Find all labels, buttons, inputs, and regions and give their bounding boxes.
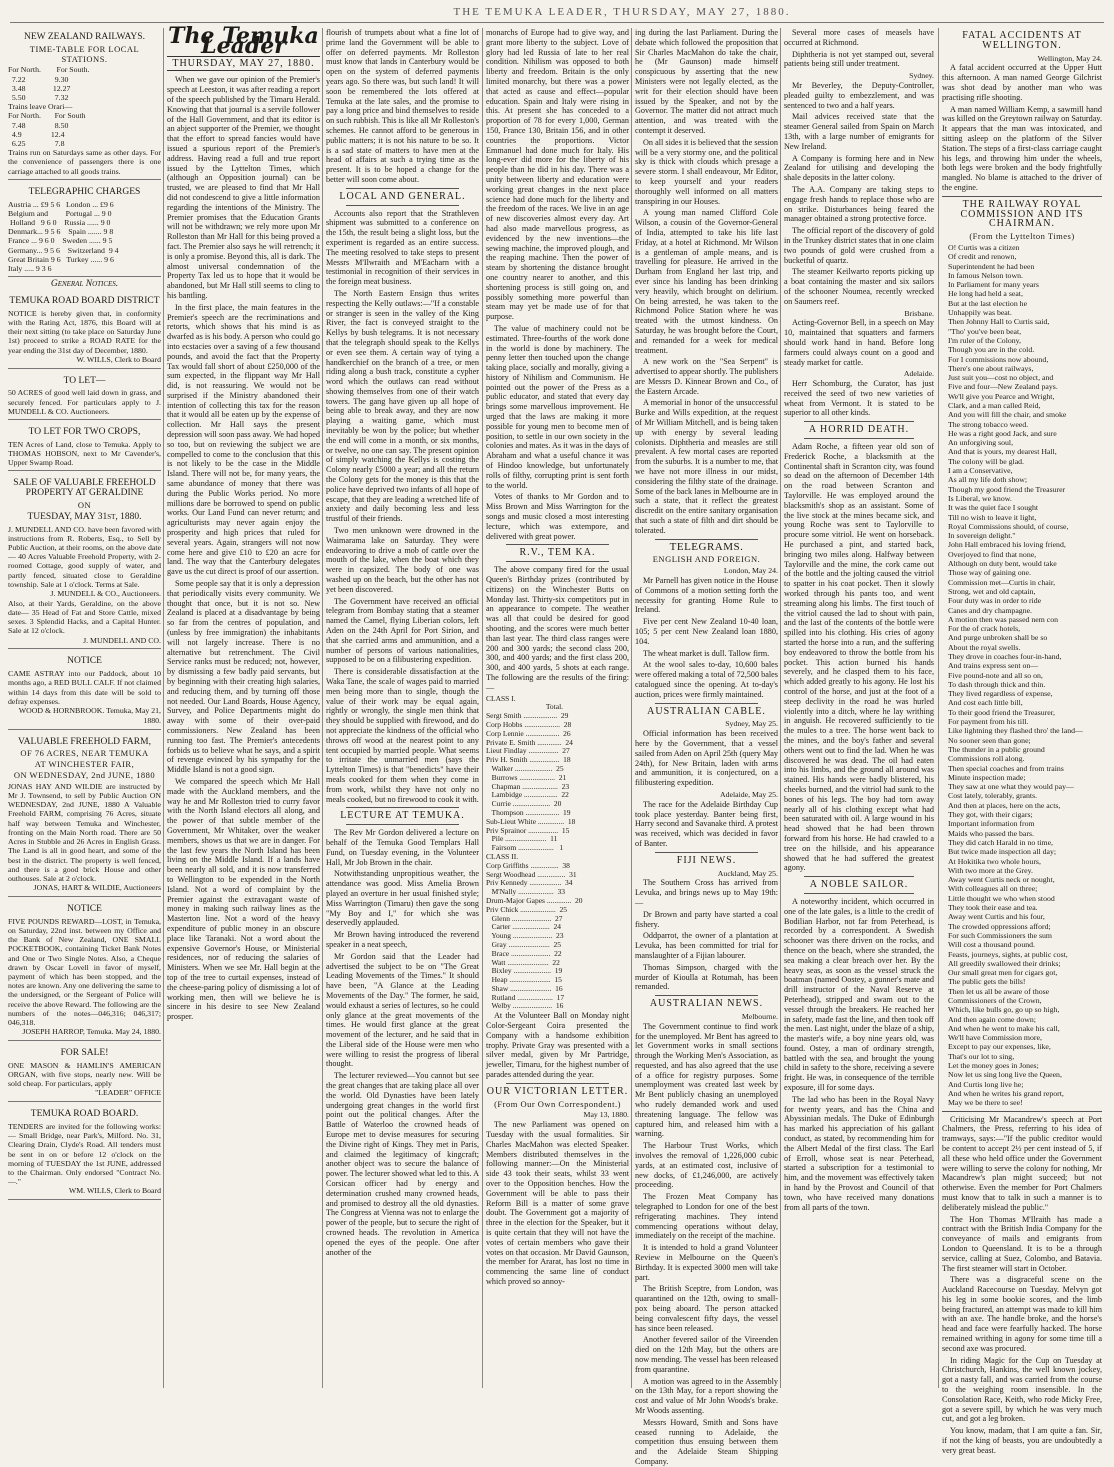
news-paragraph: Mr Beverley, the Deputy-Controller, pleaded guilty to embezzlement, and was sentenced to two and a half years. (784, 80, 934, 110)
news-paragraph: The A.A. Company are taking steps to engage fresh hands to replace those who are on strike. Disturbances being feared the manager obtained a strong protective force. (784, 184, 934, 224)
australian-news-paragraph: Another fevered sailor of the Vireenden died on the 12th May, but the others are now mending. The vessel has been released from quarantine. (635, 1335, 778, 1374)
section-rule (346, 807, 459, 808)
australian-news-paragraph: The Frozen Meat Company has telegraphed to London for one of the best refrigerating machines. They intend commencing operations without delay, immediately on the receipt of the machine. (635, 1192, 778, 1241)
farm-sale-on: ON WEDNESDAY, 2nd JUNE, 1880 (13, 770, 156, 781)
column-divider (631, 28, 632, 1388)
astray-notice-body: CAME ASTRAY into our Paddock, about 10 months ago, a RED BULL CALF. If not claimed within 14 days from this date will be sold to defray expenses. (8, 669, 161, 706)
farm-sale-signature: JONAS, HART & WILDIE, Auctioneers (33, 883, 161, 893)
section-rule (804, 876, 914, 877)
news-paragraph: You know, madam, that I am quite a fan. Sir, if not the king of beasts, you are undoubtedly a very great beast. (942, 1426, 1102, 1455)
farm-sale-subtitle: OF 76 ACRES, NEAR TEMUKA (20, 748, 149, 759)
news-paragraph: The Government have received an official telegram from Bombay stating that a steamer named the Camel, flying Liberian colors, left Aden on the 24th April for Port Sirion, and that she carried arms and ammunition, and a number of persons of various nationalities, supposed to be on a filibustering expedition. (326, 596, 479, 665)
freehold-sale-date: TUESDAY, MAY 31st, 1880. (27, 511, 142, 522)
noble-sailor-paragraph: A noteworthy incident, which occurred in one of the late gales, is a little to the credit of Bodilian Harbor, not far from Peterhead, is recorded by a correspondent. A Swedish schooner was there driven on the rocks, and thence on the beach, where she stranded, the sea making a clear breach over her. By the heavy seas, as soon as the vessel struck the boatman (named Oostey, a gunner's mate and drill instructor of the Naval Reserve at Peterhead), stripped and swam out to the vessel through the breakers. He reached her in safety, made fast the line, and then took off the men. Last night, under the blaze of a ship, the master's wife, a boy nine years old, was found. Ostey, a man of ordinary strength, battled with the sea, and brought the young child in safety to the shore, receiving a severe fright. He was, in consequence of the terrible exposure, ill for some days. (784, 896, 934, 1093)
rifle-paragraph: The above company fired for the usual Queen's Birthday prizes (contributed by citizens) on the Winchester Butts on Monday last. Thirty-six competitors put in an appearance to compete. The weather was all that could be desired for good shooting, and the scores were much better than last year. The third class ranges were 200 and 300 yards; the second class 200, 300, and 400 yards; and the first class 200, 300, and 400 yards, 5 shots at each range. The following are the results of the firing:— (486, 565, 629, 692)
to-let-crops-ad (8, 423, 161, 471)
farm-sale-ad (8, 733, 161, 897)
railway-table: For North. For South. 7.22 9.30 3.48 12.27 5.50 7.32 Trains leave Orari— For North. For South 7.48 8.50 4.9 12.4 6.25 7.8 (8, 65, 90, 149)
letter-paragraph: A memorial in honor of the unsuccessful Burke and Wills expedition, at the request of Mr William Mitchell, and is being taken up with energy by several leading colonists. Diphtheria and measles are still prevalent. A few mortal cases are reported from the suburbs. It is a number to me, that we have not more illness in our midst, considering the filthy state of the drainage. Some of the back lanes in Melbourne are in such a state, that it reflect the greatest discredit on the entire sanitary organisation that such a state of filth and dirt should be tolerated. (635, 398, 778, 535)
news-dateline: Sydney. (909, 71, 934, 81)
railway-timetable-ad (8, 28, 161, 180)
fatal-accidents-title: FATAL ACCIDENTS AT WELLINGTON. (962, 30, 1082, 51)
news-paragraph: Herr Schomburg, the Curator, has just received the seed of two new varieties of wheat from Vermont. It is stated to be superior to all other kinds. (784, 379, 934, 418)
australian-news-paragraph: It is intended to hold a grand Volunteer Review in Melbourne on the Queen's Birthday. It is expected 3000 men will take part. (635, 1243, 778, 1282)
letter-paragraph: A young man named Clifford Cole Wilson, a cousin of the Governor-General of India, attempted to take his life last Friday, at a hotel at Richmond. Mr Wilson is a gentleman of ample means, and is travelling for pleasure. He arrived in the Durham from England her last trip, and ever since his landing has been drinking very heavily, which brought on delirium. On being arrested, he was taken to the Richmond Police Station where he was treated with the utmost kindness. On Saturday, he was brought before the Court, and remanded for a week for medical treatment. (635, 208, 778, 355)
news-paragraph: Mail advices received state that the steamer General sailed from Spain on March 13th, with a large number of emigrants for New Ireland. (784, 112, 934, 151)
lecture-paragraph: The lecturer reviewed—You cannot but see the great changes that are taking place all over the world. Old Dynasties have been lately undergoing great changes in the world first point out the political changes. After the Battle of Waterloo the crowned heads of Europe met to devise measures for securing the Divine right of Kings. They met in Paris, and claimed the legitimacy of kingcraft; another object was to secure the balance of power. The lecturer showed what led to this. A Corsican officer had by energy and determination crushed many crowned heads, and promised to destroy all the old dynasties. The Congress at Vienna was not to enlarge the power of the people, but to secure the right of crowned heads. The revolution in America opened the eyes of the people. One after another of the (326, 1071, 479, 1257)
column-leader (167, 23, 320, 1388)
news-paragraph: Two men unknown were drowned in the Waimarama lake on Saturday. They were endeavoring to drive a mob of cattle over the mouth of the lake, when the boat which they were in capsized. The body of one was washed up on the beach, but the other has not yet been discovered. (326, 526, 479, 594)
news-paragraph: The official report of the discovery of gold in the Trunkey district states that in one claim two pounds of gold were crushed from a bucketful of quartz. (784, 226, 934, 265)
telegram-paragraph: The wheat market is dull. Tallow firm. (643, 648, 770, 658)
column-divider (938, 28, 939, 1388)
cable-dateline: Sydney, May 25. (725, 719, 778, 729)
reward-notice-signature: JOSEPH HARROP, Temuka. May 24, 1880. (22, 1027, 161, 1037)
leader-paragraph: When we gave our opinion of the Premier's speech at Leeston, it was after reading a report of the speech published by the Timaru Herald. Knowing that that journal is a servile follower of the Hall Government, and that its editor is an abject supporter of the Premier, we thought that the effort to spread fancies would have issued a spurious report of the Premier's address. Having read a full and true report issued by the Lyttelton Times, which (although an Opposition journal) can be trusted, we are pleased to find that Mr Hall did not condescend to give a little information regarding the intentions of the Ministry. The Premier promises that the Education Grants will not be withdrawn; we rely more upon Mr Rolleston than Mr Hall for this being proved a fact. The Premier also says he will retrench; it is only a promise. Beyond this, all is dark. The almost universal condemnation of the Property Tax led us to hope that it would be abandoned, but Mr Hall still seems to cling to his bantling. (167, 75, 320, 300)
dateline: THURSDAY, MAY 27, 1880. (167, 56, 320, 72)
telegram-dateline: London, May 24. (723, 566, 778, 576)
news-paragraph: Acting-Governor Bell, in a speech on May 10, maintained that squatters and farmers should work hand in hand. Before long farmers could always count on a good and steady market for cattle. (784, 318, 934, 367)
lecture-paragraph: Votes of thanks to Mr Gordon and to Miss Brown and Miss Warrington for the songs and music closed a most interesting lecture, which was extempore, and delivered with great power. (486, 492, 629, 541)
fiji-dateline: Auckland, May 25. (717, 868, 778, 878)
road-board-notice (8, 292, 161, 369)
road-board-signature: W. WILLS, Clerk to Board (76, 354, 161, 364)
column-local-news (326, 28, 479, 1388)
telegraph-charges-ad (8, 183, 161, 277)
column-advertisements (8, 28, 161, 1388)
organ-sale-signature: "LEADER" OFFICE (95, 1088, 161, 1098)
news-paragraph: In riding Magic for the Cup on Tuesday at Christchurch, Hankins, the well known jockey, got a nasty fall, and was carried from the course to the weighing room insensible. In the Consolation Race, Keith, who rode Micky Free, got a severe spill, by which he was very much cut, and got a leg broken. (942, 1355, 1102, 1424)
section-rule (506, 561, 609, 562)
cattle-sale-body: Also, at their Yards, Geraldine, on the above date— 35 Head of Fat and Store Cattle, mixed sexes. 3 Splendid Hacks, and a Capital Hunter. Sale at 12 o'clock. (8, 598, 161, 636)
cattle-sale-signature: J. MUNDELL AND CO. (83, 635, 161, 645)
local-general-title: LOCAL AND GENERAL. (339, 190, 466, 202)
lecture-continued: monarchs of Europe had to give way, and grant more liberty to the subject. Love of glory had led Russia of late to her real condition. Nihilism was opposed to both liberty and freedom. Britain is the only limited monarchy, but there was a power that acted as cause and effect—popular education. Spain and Italy were rising in this. At present she has conceded to a proportion of 78 for every 1,000, German 150, France 130, Britain 156, and in other countries the proportions. Victor Emmanuel had done much for Italy. His long-ever did more for the liberty of his people than he did in his day. There was a unity between liberty and education were working great changes in the next place science had done much for the liberty and the freedom of the races. We live in an age of new discoveries almost every day. Art had also made marvellous progress, as evidenced by the new inventions—the sewing machine, the improved plough, and the reaping machine. Then the power of steam by shortening the distance brought one country nearer to another, and this shortening process is still going on, and possibly something more powerful than steam may yet be made use of for that purpose. (486, 28, 629, 322)
section-rule (655, 852, 758, 853)
victorian-letter-title: OUR VICTORIAN LETTER. (486, 1085, 629, 1097)
reward-notice-body: FIVE POUNDS REWARD—LOST, in Temuka, on Saturday, 22nd inst. between my Office and the Bank of New Zealand, ONE SMALL POCKETBOOK, containing Ticket Bank Notes and One or Two Single Notes. Also, a Cheque drawn by Oscar Lovell in favor of myself, payment of which has been stopped, and the notes are known. Any one delivering the same to the undersigned, or the Sergeant of Police will receive the above Reward. The following are the numbers of the notes—046,316; 046,317; 046,318. (8, 916, 161, 1027)
rifle-paragraph: At the Volunteer Ball on Monday night Color-Sergeant Coira presented the Company with a handsome exhibition trophy. Private Gray was presented with a silver medal, given by Mr Partridge, jeweller, Timaru, for the highest number of parades attended during the year. (486, 1011, 629, 1080)
lecture-paragraph: The Rev Mr Gordon delivered a lecture on behalf of the Temuka Good Templars Hall Fund, on Tuesday evening, in the Volunteer Hall, Mr Job Brown in the chair. (326, 828, 479, 867)
farm-sale-at: AT WINCHESTER FAIR, (34, 759, 135, 770)
section-rule (942, 196, 1102, 197)
column-divider (780, 28, 781, 1388)
leader-paragraph: Some people say that it is only a depression that periodically visits every community. We thought that once, but it is not so. New Zealand is placed at a disadvantage by being so far from the centres of population, and (unless by free immigration) the inhabitants will not largely increase. There is no alternative but retrenchment. The Civil Service ranks must be reduced; not, however, by dismissing a few badly paid servants, but by beginning with their creating high salaries, and reducing them, and by turning off those not needed. Our Land Boards, House Agency, Survey, and Police Departments might do away with some of their over-paid commissioners. New Zealand has been running too fast. The Premier's antecedents forbids us to believe what he says, and a spirit of revenge evinced by his sympathy for the Middle Island is not a good sign. (167, 579, 320, 775)
railway-subtitle: TIME-TABLE FOR LOCAL STATIONS. (29, 43, 140, 64)
railway-commission-source: (From the Lyttelton Times) (969, 231, 1075, 242)
tender-notice (8, 1105, 161, 1200)
astray-notice-signature: WOOD & HORNBROOK. Temuka, May 21, 1880. (18, 706, 161, 725)
leader-paragraph: In the first place, the main features in the Premier's speech are the recriminations and retorts, which shows that his mind is as dwarfed as is his body. A person who could go into ecstacies over a saving of a few thousand pounds, and avoid the fact that the Property Tax would fall short of about £250,000 of the sum expected, in the flippant way Mr Hall did, is not reassuring. We would not be surprised if the Ministry abandoned their intention of collecting this tax for the reason that it would all be eaten up by the expense of collection. Mr Hall says the present depression will soon pass away. We had hoped so too, but on reviewing the subject we are compelled to come to the conclusion that this is not likely to be the case in the Middle Island. There will not be, for many years, the same abundance of money that there was during the Public Works period. No more millions dare be borrowed to spend on public works. Our Land Fund can never return; and agriculturists may never again enjoy the prosperity and high prices that ruled for several years. Again, strangers will not now come here and give £10 to £20 an acre for land. The way that the Canterbury delegates gave us the cut direct is proof of our assertion. (167, 302, 320, 577)
cable-paragraph: Official information has been received here by the Government, that a vessel sailed from Aden on April 25th (query May 24th), for New Britain, laden with arms and ammunition, it is conjectured, on a filibustering expedition. (635, 729, 778, 788)
section-rule (804, 438, 914, 439)
organ-sale-ad (8, 1044, 161, 1102)
fiji-paragraph: Oddparrot, the owner of a plantation at Levuka, has been committed for trial for manslaughter of a Fijian labourer. (635, 931, 778, 960)
reward-notice (8, 900, 161, 1041)
section-rule (655, 703, 758, 704)
road-board-body: NOTICE is hereby given that, in conformity with the Rating Act, 1876, this Board will at their next sitting (to take place on Saturday June 1st) proceed to strike a ROAD RATE for the year ending the 31st day of December, 1880. (8, 308, 161, 355)
tender-notice-body: TENDERS are invited for the following works:— Small Bridge, near Park's, Milford. No. 31, Clearing Drain, Clyde's Road. All tenders must be sent in on or before 12 o'clock on the morning of TUESDAY the 1st JUNE, addressed to the Chairman. Only endorsed "Contract No. —." (8, 1121, 161, 1187)
victorian-letter-paragraph: The new Parliament was opened on Tuesday with the usual formalities. Sir Charles MacMahon was elected Speaker. Members distributed themselves in the following manner:—On the Ministerial side 43 took their seats, whilst 33 went over to the Opposition benches. How the Government will be able to pass their Reform Bill is a matter of some grave doubt. The Government got a majority of three in the election for the Speaker, but it is quite certain that they will not have the votes of certain members who gave their votes on that occasion. Mr David Gaunson, the member for Ararat, has lost no time in commencing the same line of conduct which proved so annoy- (486, 1120, 629, 1286)
fatal-accidents-paragraph: A fatal accident occurred at the Upper Hutt this afternoon. A man named George Gilchrist was shot dead by another man who was practising rifle shooting. (942, 63, 1102, 102)
column-telegrams (635, 28, 778, 1466)
news-paragraph: A Company is forming here and in New Zealand for utilising and developing the shale deposits in the latter colony. (784, 153, 934, 183)
news-dateline: Brisbane. (904, 308, 934, 318)
rifle-volunteers-title: R.V., TEM KA. (519, 547, 596, 559)
railway-commission-poem: O! Curtis was a citizen Of credit and renown, Superintendent he had been In famous Nelson town. In Parliament for many years He long had held a seat, But at the last election he Unhappily was beat. Then Johnny Hall to Curtis said, "Tho' you've been beat, I'm ruler of the Colony, Though you are in the cold. For I commissions now abound, There's one about railways, Just suit you—cost no object, and Five and four—New Zealand pays. We'll give you Pearce and Wright, Clark, and a man called Reid, And you will fill the chair, and smoke The strong tobacco weed. He was a right good Jack, and sure An unforgiving soul, And that is yours, my dearest Hall, The colony will be glad. I am a Conservative, As all my life doth show; Though my good friend the Treasurer Is Liberal, we know. It was the quiet face I sought Till no wish to leave it light, Royal Commissions should, of course, In sovereign delight." John Hall embraced his loving friend, Overjoyed to find that none, Although on duty bent, would take Those way of gaining one. Commission met—Curtis in chair, Strong, wet and old captain, Four duty was in order to ride Canes and dry champagne. A motion then was passed nem con For the of crack hotels, And purge unbroken shall be so About the royal swells. They drove in coaches four-in-hand, And trains express sent on— Five pound-note and all so on, To dash through thick and thin. They lived regardless of expense, And cost each little bill, To their good friend the Treasurer, For payment from his till. Like lightning they flashed thro' the land— No sooner seen than gone; The thunder in a public ground Commissions roll along. Then special coaches and from trains Minute inspection made; They saw at one what they would pay— Cost lately, tolerably, grants. And then at places, here on the acts, They got, with their cigars; Important information from Maids who passed the bars. They did catch Harald in no time, But twice made inspection all day; At Hokitika two whole hours, With two more at the Grey. Away went Curtis neck or nought, With colleagues all on three; Little thought we who when stood They took their ease and tea. Away went Curtis and his four, The crowded oppressions afford; For such Commissioners the sum Will cost a thousand pound. Feasts, journeys, sights, at public cost, All greedily swallowed their drinks; Our small great men for cigars got, The public gets the bills! Then let us all be aware of those Commissioners of the Crown, Which, like bulls go, go up so high, And then again come down; And when he went to make his call, We'll have Commission more, Except to pay our expenses, like, That's our lot to sing, Let the money goes in Jones; Now let us sing long live the Queen, And Curtis long live he; And when he writes his grand report, May we be there to see! (948, 242, 1083, 1108)
general-notices-title: General Notices. (50, 279, 119, 290)
freehold-sale-body: J. MUNDELL AND CO. have been favored with instructions from R. Roberts, Esq., to Sell by Public Auction, at their rooms, on the above date— 40 Acres Valuable Freehold Property, with 2-roomed Cottage, good supply of water, and partly fenced, situated close to Geraldine township. Sale at 1 o'clock. Terms at Sale. (8, 524, 161, 589)
organ-sale-title: FOR SALE! (60, 1047, 109, 1058)
leader-continued: flourish of trumpets about what a fine lot of prime land the Government will be able to offer on deferred payments. Mr Rolleston must know that lands in Canterbury would be open on the system of deferred payments years ago. So there was, but such land! It will soon be remembered the lots offered at Temuka at the late sales, and the promise to pay a long price and bind themselves to reside on such rubbish. This is like all Mr Rolleston's schemes. He cannot afford to be generous in public matters; it is not his nature to be so. It is a sad state of matters to have men at the head of affairs at such a trying time as the present. It is to be hoped a change for the better will soon come about. (326, 28, 479, 184)
australian-news-paragraph: The British Sceptre, from London, was quarantined on the 12th, owing to small-pox being aboard. The person attacked being convalescent fifty days, the vessel has since been released. (635, 1284, 778, 1333)
to-let-title: TO LET— (63, 375, 106, 386)
to-let-ad (8, 372, 161, 420)
victorian-letter-date: May 13, 1880. (583, 1110, 629, 1120)
horrid-death-paragraph: Adam Roche, a fifteen year old son of Frederick Roche, a blacksmith at the Continental shaft in Scranton city, was found so dead on the afternoon of December 14th on the road between Scranton and Taylorville. He was employed around the blacksmith's shop as an assistant. Some of the live stock at the mines became sick, and young Roche was sent to Taylorville to procure some vitriol. He went on horseback. He purchased a pint, and started back, bringing two miles along. Halfway between Taylorville and the mine, the cork came out of the bottle and the jolting caused the vitriol to spatter in his coat pocket. Then it slowly worked through his pants too, and went streaming along his limbs. The first touch of the vitriol caused the lad to shout with pain, and the last of the contents of the bottle were spilled into his clothing. His cries of agony started the horse into a run, and the suffering boy endeavored to throw the bottle from his pocket. This action burned his hands severely, and he clasped them to his face, which added greatly to his agony. He lost his control of the horse, and just at the foot of a steep declivity in the road he was hurled violently into a ditch, where he lay writhing in anguish. He recovered sufficiently to tie the mules to a tree. The horse went back to the mines, and the boy's father and several others went out to find the lad. When he was discovered he was dead. The oil had eaten into his limbs, and the ground all around was stained. His hands were badly blistered, his cheeks burned, and the vitriol had sunk to the bones of his legs. The boy had torn away nearly all of his clothing except what had been saturated with oil. A large wound in his head showed that he had been thrown forward from his horse. He had crawled to a tree on the hillside, and his appearance showed that he had suffered the greatest agony. (784, 442, 934, 873)
to-let-crops-title: TO LET FOR TWO CROPS, (28, 427, 141, 438)
class-one-scores: CLASS I. Total. Sergt Smith .................. 29 Corp Hobbs ................... 28 Corp Lennie .................. 26 Private E. Smith ............. 24 Lieut Findlay ................ 27 Priv H. Smith ................ 18 Walker .................... 25 Burrows ................... 21 Chapman ................... 23 Lambidge .................. 22 Currie .................... 20 Thompson .................. 19 Sub-Lieut White .............. 18 Priv Sprainor ................ 15 Pile ...................... 11 Fairsom ................... 1 (486, 693, 576, 853)
leader-paragraph: We compared the speech which Mr Hall made with the Auckland members, and the way he and Mr Rolleston tried to curry favor with the North Island electors all along, and the power of that subtle member of the Government, Mr Whitaker, over the weaker members, shows us that we are in danger. For the last few years the North Island has been living on the Middle Island. If a lands have been nearly all sold, and it is now transferred to Wellington to be expended in the North Island. Not a word of complaint by the Premier against the extravagant waste of money in making such railway lines as the Masterton line. Not a word of the heavy expenditure of public money in an obscure place like Taranaki. Not a word about the expensive Governor's House, or Ministerial residences, nor of reducing the salaries of Ministers. When we see Mr. Hall begin at the top of the tree to curtail expenses, instead of the cheese-paring policy of dismissing a lot of working men, then will we believe he is sincere in his desire to see New Zealand prosper. (167, 776, 320, 1022)
tender-notice-title: TEMUKA ROAD BOARD. (30, 1109, 139, 1120)
australian-news-paragraph: A motion was agreed to in the Assembly on the 13th May, for a report showing the cost and value of Mr John Woods's brake. Mr Woods assenting. (635, 1376, 778, 1415)
freehold-sale-title: SALE OF VALUABLE FREEHOLD PROPERTY AT GERALDINE (13, 478, 156, 499)
tender-notice-signature: WM. WILLS, Clerk to Board (68, 1186, 161, 1196)
news-paragraph: Criticising Mr Macandrew's speech at Port Chalmers, the Press, referring to his idea of tramways, says:—"If the public creditor would be content to accept 2½ per cent instead of 5, if all these who held office under the Government were willing to serve the colony for nothing, Mr Macandrew's plan might succeed; but not otherwise. Even the member for Port Chalmers must know that to talk in such a manner is to deliberately mislead the public." (942, 1114, 1102, 1212)
column-lecture-rifles (486, 28, 629, 1388)
class-two-scores: CLASS II. Corp Griffiths ............... 38 Sergt Woodhead ............... 31 Priv Kennedy ................. 34 M'Nally ................... 33 Drum-Major Gapes ............. 20 Priv Chick ................... 25 Glenn ..................... 27 Carter .................... 24 Young ..................... 23 Gray ...................... 25 Brace ..................... 22 Watt ...................... 22 Bixley .................... 19 Heap ...................... 15 Shaw ...................... 16 Rutland ................... 17 Welby ..................... 16 (486, 851, 583, 1011)
to-let-body: 50 ACRES of good well laid down in grass, and securely fenced. For particulars apply to J. MUNDELL & CO. Auctioneers. (8, 388, 161, 416)
railway-title: NEW ZEALAND RAILWAYS. (24, 32, 145, 42)
farm-sale-body: JONAS HAY AND WILDIE are instructed by Mr J. Townsend, to sell by Public Auction ON WEDNESDAY, 2nd JUNE, 1880 A Valuable Freehold FARM, comprising 76 Acres, situate half way between Temuka and Winchester, fronting on the Main North road. There are 50 Acres in Stubble and 26 Acres in English Grass. The Land is all in good heart, and some of the best in the district. The property is well fenced, and there is a good brick House and other outhouses. Sale at 2 o'clock. (8, 781, 161, 883)
noble-sailor-paragraph: The lad who has been in the Royal Navy for twenty years, and has the China and Abyssinian medals. The Duke of Edinburgh has marked his appreciation of his gallant conduct, as stated, by recommending him for the Albert Medal of the first class. The Earl of Erroll, whose seat is near Peterhead, started a subscription for a testimonial to him, and the movement was effectively taken in hand by the Provost and Council of that town, who have received many donations from all parts of the town. (784, 1094, 934, 1212)
telegrams-subtitle: ENGLISH AND FOREIGN. (652, 554, 761, 565)
section-rule (804, 893, 914, 894)
telegraph-title: TELEGRAPHIC CHARGES (28, 186, 141, 197)
section-rule (655, 539, 758, 540)
australian-news-dateline: Melbourne. (741, 1011, 778, 1021)
telegram-paragraph: At the wool sales to-day, 10,600 bales were offered making a total of 72,500 bales catalogued since the opening. At to-day's auction, prices were firmly maintained. (635, 660, 778, 699)
section-rule (346, 205, 459, 206)
news-paragraph: The North Eastern Ensign thus writes respecting the Kelly outlaws:—"If a constable or stranger is seen in the valley of the King River, the fact is conveyed straight to the Kellys by bush telegrams. It is not necessary that the telegraph should speak to the Kellys or even see them. A certain way of tying a handkerchief on the branch of a tree, or men riding along a bush track, constitute a cypher word which the outlaws can read without showing themselves from one of their watch towers. The gang have given up all hope of being able to break away, and they are now playing a waiting game, which must inevitably be won by the police; but whether the end will come in a month, or six months, or twelve, no one can say. The present opinion of simply watching the Kellys is costing the Colony nearly £5000 a year; and all the return the Colony gets for the money is this that the police have deprived two infants of all hope of escape, that they are leading a wretched life of anxiety and daily becoming less and less trustful of their friends. (326, 288, 479, 524)
railway-note: Trains run on Saturdays same as other days. For the convenience of passengers there is one carriage attached to all goods trains. (8, 148, 161, 176)
news-paragraph: Accounts also report that the Strathleven shipment was submitted to a conference on the 15th, the result being a slight loss, but the experiment is regarded as an entire success. The meeting resolved to take steps to present Messrs M'Ilwraith and M'Eacharn with a testimonial in recognition of their services in the foreign meat business. (326, 208, 479, 287)
news-paragraph: There is considerable dissatisfaction at the Waka Tane, the scale of wages paid to married men being more than to single, though the value of their work may be equal again, rightly or wrongly, the single men think that they should be supplied with firewood, and do not appreciate the kindness of the official who throws off wood at the nearest point to any tent occupied by married people. What seems to irritate the unmarried men (says the Lyttelton Times) is that "benedicts" have their meals cooked for them when they come in from work, whilst they have not only no meals cooked, but no firewood to cook it with. (326, 667, 479, 804)
section-rule (506, 1083, 609, 1084)
column-divider (482, 28, 483, 1388)
victorian-letter-byline: (From Our Own Correspondent.) (494, 1098, 621, 1109)
farm-sale-title: VALUABLE FREEHOLD FARM, (18, 736, 151, 747)
lecture-paragraph: Mr Brown having introduced the reverend speaker in a neat speech, (326, 930, 479, 949)
news-paragraph: Several more cases of measels have occurred at Richmond. (784, 28, 934, 47)
australian-cable-title: AUSTRALIAN CABLE. (647, 705, 766, 717)
freehold-sale-signature: J. MUNDELL & CO., Auctioneers. (50, 589, 161, 599)
fiji-news-title: FIJI NEWS. (676, 854, 737, 866)
section-rule (655, 995, 758, 996)
road-board-title: TEMUKA ROAD BOARD DISTRICT (9, 296, 160, 307)
australian-news-title: AUSTRALIAN NEWS. (649, 998, 764, 1010)
masthead: The Temuka Leader (168, 23, 319, 59)
column-intercolonial (784, 28, 934, 1388)
news-paragraph: The steamer Keilwarto reports picking up a boat containing the master and six sailors of the schooner Noumea, recently wrecked on Saumers reef. (784, 267, 934, 306)
page-header: THE TEMUKA LEADER, THURSDAY, MAY 27, 1880. (453, 6, 791, 18)
section-rule (346, 824, 459, 825)
column-accidents-poem (942, 28, 1102, 1455)
telegram-paragraph: Five per cent New Zealand 10-40 loan, 105; 5 per cent New Zealand loan 1880, 104. (635, 617, 778, 646)
australian-news-paragraph: The Harbour Trust Works, which involves the removal of 1,226,000 cubic yards, at an estimated cost, inclusive of new docks, of £1,246,000, are actively proceeding. (635, 1141, 778, 1190)
reward-notice-title: NOTICE (67, 903, 102, 914)
lecture-paragraph: Notwithstanding unpropitious weather, the attendance was good. Miss Amelia Brown played an overture in her usual finished style; Miss Warrington (Timaru) then gave the song "My Boy and I," for which she was deservedly applauded. (326, 869, 479, 928)
organ-sale-body: ONE MASON & HAMLIN'S AMERICAN ORGAN, with five stops, nearly new. Will be sold cheap. For particulars, apply (8, 1060, 161, 1089)
australian-news-paragraph: Messrs Howard, Smith and Sons have ceased running to Adelaide, the competition thus ensuing between them and the Adelaide Steam Shipping Company. (635, 1417, 778, 1466)
cable-dateline: Adelaide, May 25. (719, 789, 778, 799)
news-paragraph: Diphtheria is not yet stamped out, several patients being still under treatment. (784, 49, 934, 69)
fiji-paragraph: The Southern Cross has arrived from Levuka, and brings news up to May 19th:— (635, 878, 778, 907)
freehold-sale-ad (8, 474, 161, 649)
fiji-paragraph: Dr Brown and party have started a coal fishery. (635, 909, 778, 929)
cable-paragraph: The race for the Adelaide Birthday Cup took place yesterday. Banter being first, Harry second and Savanake third. A protest was received, which was decided in favor of Banter. (635, 799, 778, 848)
news-dateline: Adelaide. (903, 369, 934, 379)
letter-paragraph: A new work on the "Sea Serpent" is advertised to appear shortly. The publishers are Messrs D. Kinnear Brown and Co., of the Eastern Arcade. (635, 357, 778, 396)
section-rule (804, 421, 914, 422)
australian-news-paragraph: The Government continue to find work for the unemployed. Mr Bent has agreed to let Government works in small sections through the Working Men's Association, as requested, and has also agreed that the use of a office for registry purposes. Some unemployment was created last week by Mr Bent publicly chasing an unemployed who rudely demanded work and used threatening language. The fellow was captured him, and released him with a warning. (635, 1021, 778, 1139)
column-divider (163, 28, 164, 1388)
section-rule (942, 1111, 1102, 1112)
to-let-crops-body: TEN Acres of Land, close to Temuka. Apply to THOMAS HOBSON, next to Mr Cavender's, Upper Swamp Road. (8, 439, 161, 468)
freehold-sale-on: ON (77, 500, 92, 511)
telegraph-table: Austria ... £9 5 6 London ... £9 6 Belgium and Portugal ... 9 0 Holland 9 6 0 Russia ...... 9 0 Denmark... 9 5 6 Spain ....... 9 8 France ... 9 6 0 Sweden ...... 9 5 Germany... 9 5 6 Switzerland 9 4 Great Britain 9 6 Turkey ...... 9 6 Italy ..... 9 3 6 (8, 199, 119, 274)
fiji-paragraph: Thomas Simpson, charged with the murder of Kioulla at Rotumah, has been remanded. (635, 962, 778, 992)
section-rule (506, 544, 609, 545)
telegrams-title: TELEGRAMS. (669, 540, 744, 553)
news-paragraph: There was a disgraceful scene on the Auckland Racecourse on Tuesday. Melvyn got his leg in some bookie scores, and the limb being fractured, an attempt was made to kill him with an axe. The handle broke, and the horse's head and face were fearfully hacked. The horse remained writhing in agony for some time till a second axe was procured. (942, 1275, 1102, 1353)
lecture-paragraph: Mr Gordon said that the Leader had advertised the subject to be on "The Great Leading Movements of the Times." It should have been, "A Glance at the Leading Movements of the Day." The former, he said, would exhaust a series of lectures, so he could only glance at the great movements of the times. He would first glance at the great movement of the lecturer, and he said that in the Liberal side of the House were men who were willing to resist the progress of liberal thought. (326, 951, 479, 1069)
astray-notice-title: NOTICE (67, 656, 102, 667)
horrid-death-title: A HORRID DEATH. (808, 424, 910, 436)
letter-paragraph: On all sides it is believed that the session will be a very stormy one, and the political sky is thick with clouds which presage a severe storm. I shall endeavour, Mr Editor, to keep yourself and your readers thoroughly well informed on all matters transpiring in our Houses. (635, 137, 778, 206)
telegram-paragraph: Mr Parnell has given notice in the House of Commons of a motion setting forth the necessity for granting Home Rule to Ireland. (635, 576, 778, 615)
lecture-paragraph: The value of machinery could not be estimated. Three-fourths of the work done in the world is done by machinery. The penny letter then touched upon the change taking place, socially and morally, giving a history of Nihilism and Communism. He pointed out the power of the Press as a public educator, and stated that every day brings some marvellous improvement. He urged that the laws are making it more possible for young men to become men of position, to settle in our own society in the colonies and mates. As it was in the days of Abraham and what a useful chance it was of Hindoo knowledge, but unfortunately rolls of filthy, corrupting print is sent forth to the world. (486, 323, 629, 490)
railway-commission-title: THE RAILWAY ROYAL COMMISSION AND ITS CHAIRMAN. (960, 198, 1084, 230)
astray-notice (8, 652, 161, 729)
column-divider (322, 28, 323, 1388)
letter-continued: ing during the last Parliament. During the debate which followed the proposition that Sir Charles MacMahon do take the chair, he (Mr Gaunson) made himself conspicuous by asserting that the new Ministers were not legally elected, as the writ for their election should have been issued by the Speaker, and not by the Governor. The matter did not attract much attention, and was treated with the contempt it deserved. (635, 28, 778, 135)
fatal-accidents-dateline: Wellington, May 24. (1037, 53, 1102, 63)
fatal-accidents-paragraph: A man named William Kemp, a sawmill hand was killed on the Greytown railway on Saturday. It appears that the man was intoxicated, and sitting asleep on the platform of the Silver Station. The steps of a first-class carriage caught his legs, and throwing him under the wheels, both legs were broken and the body frightfully mangled. No blame is attached to the driver of the engine. (942, 104, 1102, 192)
section-rule (346, 188, 459, 189)
lecture-title: LECTURE AT TEMUKA. (340, 810, 465, 822)
news-paragraph: The Hon Thomas M'Ilraith has made a contract with the British India Company for the conveyance of mails and emigrants from London to Queensland. It is to be a through service, calling at Suez, Colombo, and Batavia. The first steamer will start in October. (942, 1214, 1102, 1273)
noble-sailor-title: A NOBLE SAILOR. (809, 879, 909, 891)
